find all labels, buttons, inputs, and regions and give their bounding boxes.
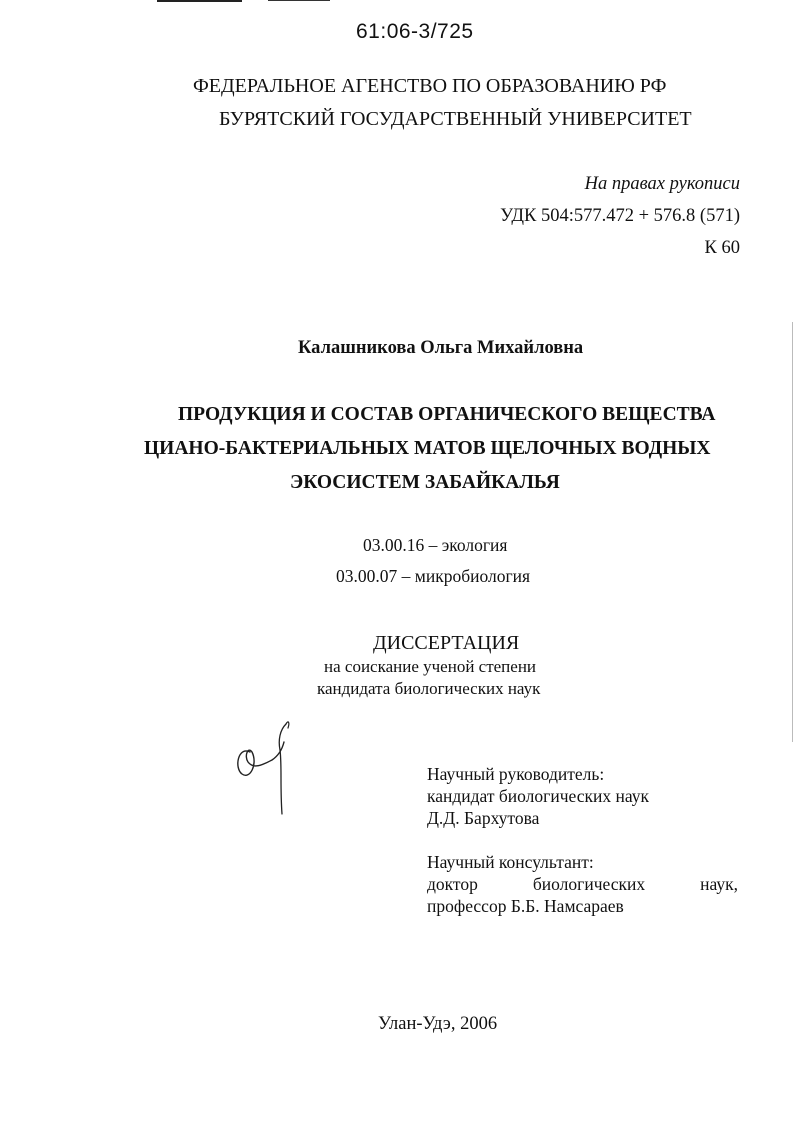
degree-line: на соискание ученой степени bbox=[324, 657, 537, 676]
scan-edge-shadow bbox=[792, 322, 793, 742]
university-heading: БУРЯТСКИЙ ГОСУДАРСТВЕННЫЙ УНИВЕРСИТЕТ bbox=[219, 108, 692, 130]
consultant-degree bbox=[427, 874, 738, 895]
consultant-degree-word: биологических bbox=[532, 874, 646, 894]
dissertation-title bbox=[140, 398, 750, 500]
udk-code: УДК 504:577.472 + 576.8 (571) bbox=[500, 206, 740, 226]
manuscript-rights-note: На правах рукописи bbox=[584, 174, 740, 194]
consultant-degree-word: доктор bbox=[427, 874, 478, 894]
title-line: ЦИАНО-БАКТЕРИАЛЬНЫХ МАТОВ ЩЕЛОЧНЫХ ВОДНЫХ bbox=[144, 438, 711, 459]
specialty-code: 03.00.16 – экология bbox=[363, 535, 508, 555]
consultant-label: Научный консультант: bbox=[427, 852, 594, 872]
supervisor-name: Д.Д. Бархутова bbox=[427, 808, 540, 828]
scan-mark-line bbox=[268, 0, 330, 1]
catalog-number-stamp: 61:06-3/725 bbox=[356, 20, 474, 43]
agency-heading: ФЕДЕРАЛЬНОЕ АГЕНСТВО ПО ОБРАЗОВАНИЮ РФ bbox=[193, 75, 667, 97]
library-code: К 60 bbox=[704, 238, 740, 258]
title-line: ПРОДУКЦИЯ И СОСТАВ ОРГАНИЧЕСКОГО ВЕЩЕСТВА bbox=[178, 404, 716, 425]
consultant-degree-word: наук, bbox=[700, 874, 738, 894]
degree-line: кандидата биологических наук bbox=[317, 679, 541, 698]
author-name: Калашникова Ольга Михайловна bbox=[298, 338, 584, 358]
supervisor-degree: кандидат биологических наук bbox=[427, 786, 649, 806]
city-year: Улан-Удэ, 2006 bbox=[378, 1014, 498, 1034]
handwritten-signature bbox=[228, 716, 308, 826]
scan-mark-line bbox=[157, 0, 242, 2]
consultant-name: профессор Б.Б. Намсараев bbox=[427, 896, 624, 916]
supervisor-label: Научный руководитель: bbox=[427, 764, 605, 784]
title-line: ЭКОСИСТЕМ ЗАБАЙКАЛЬЯ bbox=[290, 472, 560, 493]
document-type: ДИССЕРТАЦИЯ bbox=[373, 632, 520, 654]
specialty-code: 03.00.07 – микробиология bbox=[336, 566, 531, 586]
